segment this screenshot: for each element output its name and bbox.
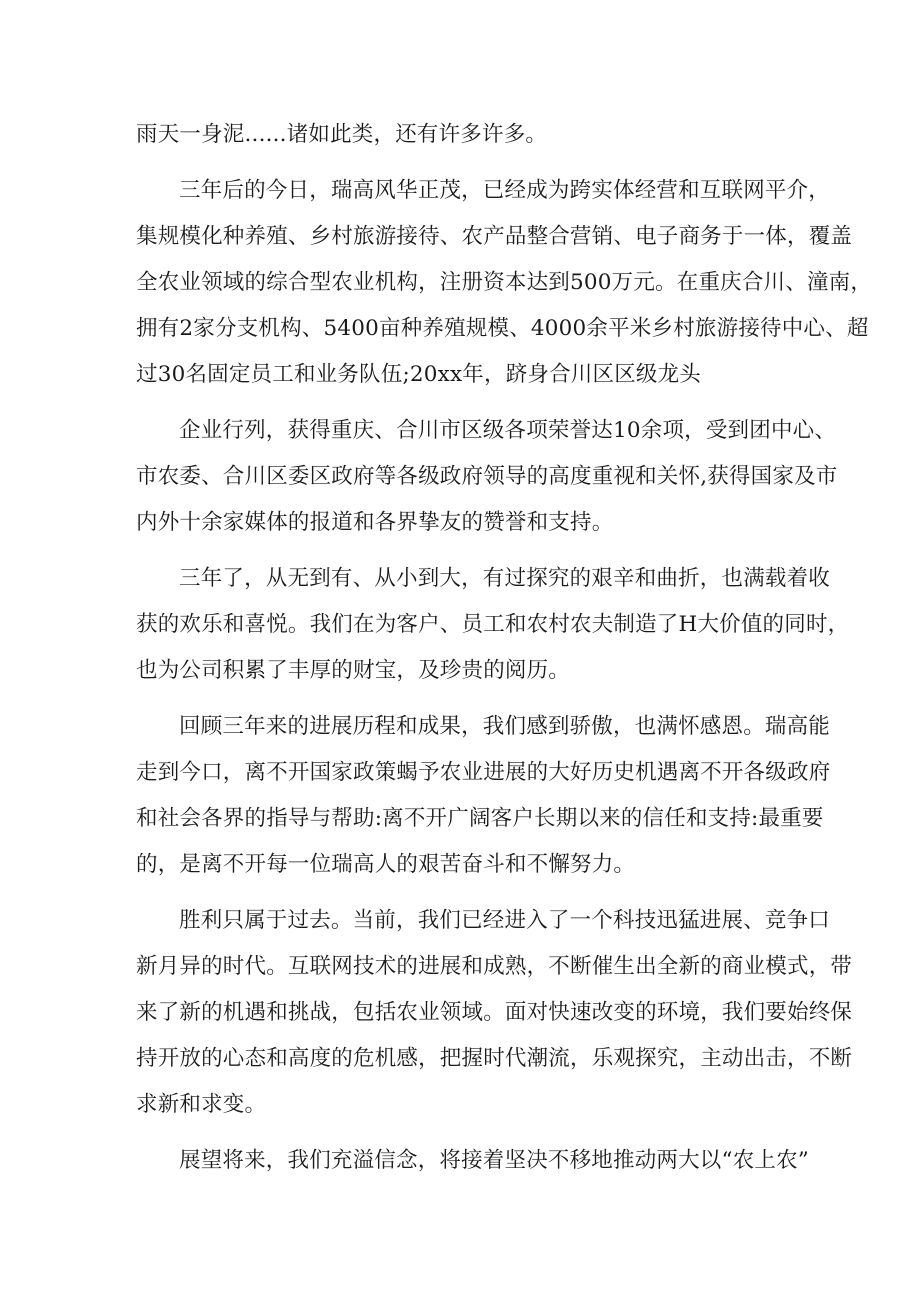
text-line: 三年了，从无到有、从小到大，有过探究的艰辛和曲折，也满载着收 bbox=[179, 566, 831, 591]
text-line: 展望将来，我们充溢信念，将接着坚决不移地推动两大以“农上农” bbox=[179, 1148, 809, 1173]
text-line: 全农业领域的综合型农业机构，注册资本达到500万元。在重庆合川、潼南， bbox=[136, 270, 873, 295]
text-line: 回顾三年来的进展历程和成果，我们感到骄傲，也满怀感恩。瑞高能 bbox=[179, 714, 831, 739]
text-line: 集规模化种养殖、乡村旅游接待、农产品整合营销、电子商务于一体，覆盖 bbox=[136, 224, 853, 249]
text-line: 拥有2家分支机构、5400亩种养殖规模、4000余平米乡村旅游接待中心、超 bbox=[136, 316, 869, 341]
text-line: 雨天一身泥......诸如此类，还有许多许多。 bbox=[136, 122, 548, 147]
text-line: 三年后的今日，瑞高风华正茂，已经成为跨实体经营和互联网平介， bbox=[179, 178, 831, 203]
text-line: 的，是离不开每一位瑞高人的艰苦奋斗和不懈努力。 bbox=[136, 852, 636, 877]
text-line: 新月异的时代。互联网技术的进展和成熟，不断催生出全新的商业模式，带 bbox=[136, 954, 853, 979]
text-line: 也为公司积累了丰厚的财宝，及珍贵的阅历。 bbox=[136, 658, 571, 683]
text-line: 获的欢乐和喜悦。我们在为客户、员工和农村农夫制造了H大价值的同时， bbox=[136, 612, 850, 637]
paragraph bbox=[136, 168, 873, 398]
paragraph bbox=[136, 704, 831, 888]
text-line: 过30名固定员工和业务队伍;20xx年，跻身合川区区级龙头 bbox=[136, 362, 702, 387]
text-line: 和社会各界的指导与帮助:离不开广阔客户长期以来的信任和支持:最重要 bbox=[136, 806, 824, 831]
paragraph bbox=[136, 556, 850, 694]
text-line: 走到今口，离不开国家政策蝎予农业进展的大好历史机遇离不开各级政府 bbox=[136, 760, 831, 785]
text-line: 来了新的机遇和挑战，包括农业领域。面对快速改变的环境，我们要始终保 bbox=[136, 1000, 853, 1025]
text-line: 求新和求变。 bbox=[136, 1092, 267, 1117]
document-body bbox=[136, 112, 873, 1184]
paragraph bbox=[136, 1138, 809, 1184]
text-line: 内外十余家媒体的报道和各界挚友的赞誉和支持。 bbox=[136, 510, 614, 535]
paragraph bbox=[136, 112, 796, 158]
text-line: 市农委、合川区委区政府等各级政府领导的高度重视和关怀,获得国家及市 bbox=[136, 464, 838, 489]
text-line: 持开放的心态和高度的危机感，把握时代潮流，乐观探究，主动出击，不断 bbox=[136, 1046, 853, 1071]
text-line: 企业行列，获得重庆、合川市区级各项荣誉达10余项，受到团中心、 bbox=[179, 418, 837, 443]
paragraph bbox=[136, 898, 853, 1128]
paragraph bbox=[136, 408, 838, 546]
text-line: 胜利只属于过去。当前，我们已经进入了一个科技迅猛进展、竞争口 bbox=[179, 908, 831, 933]
